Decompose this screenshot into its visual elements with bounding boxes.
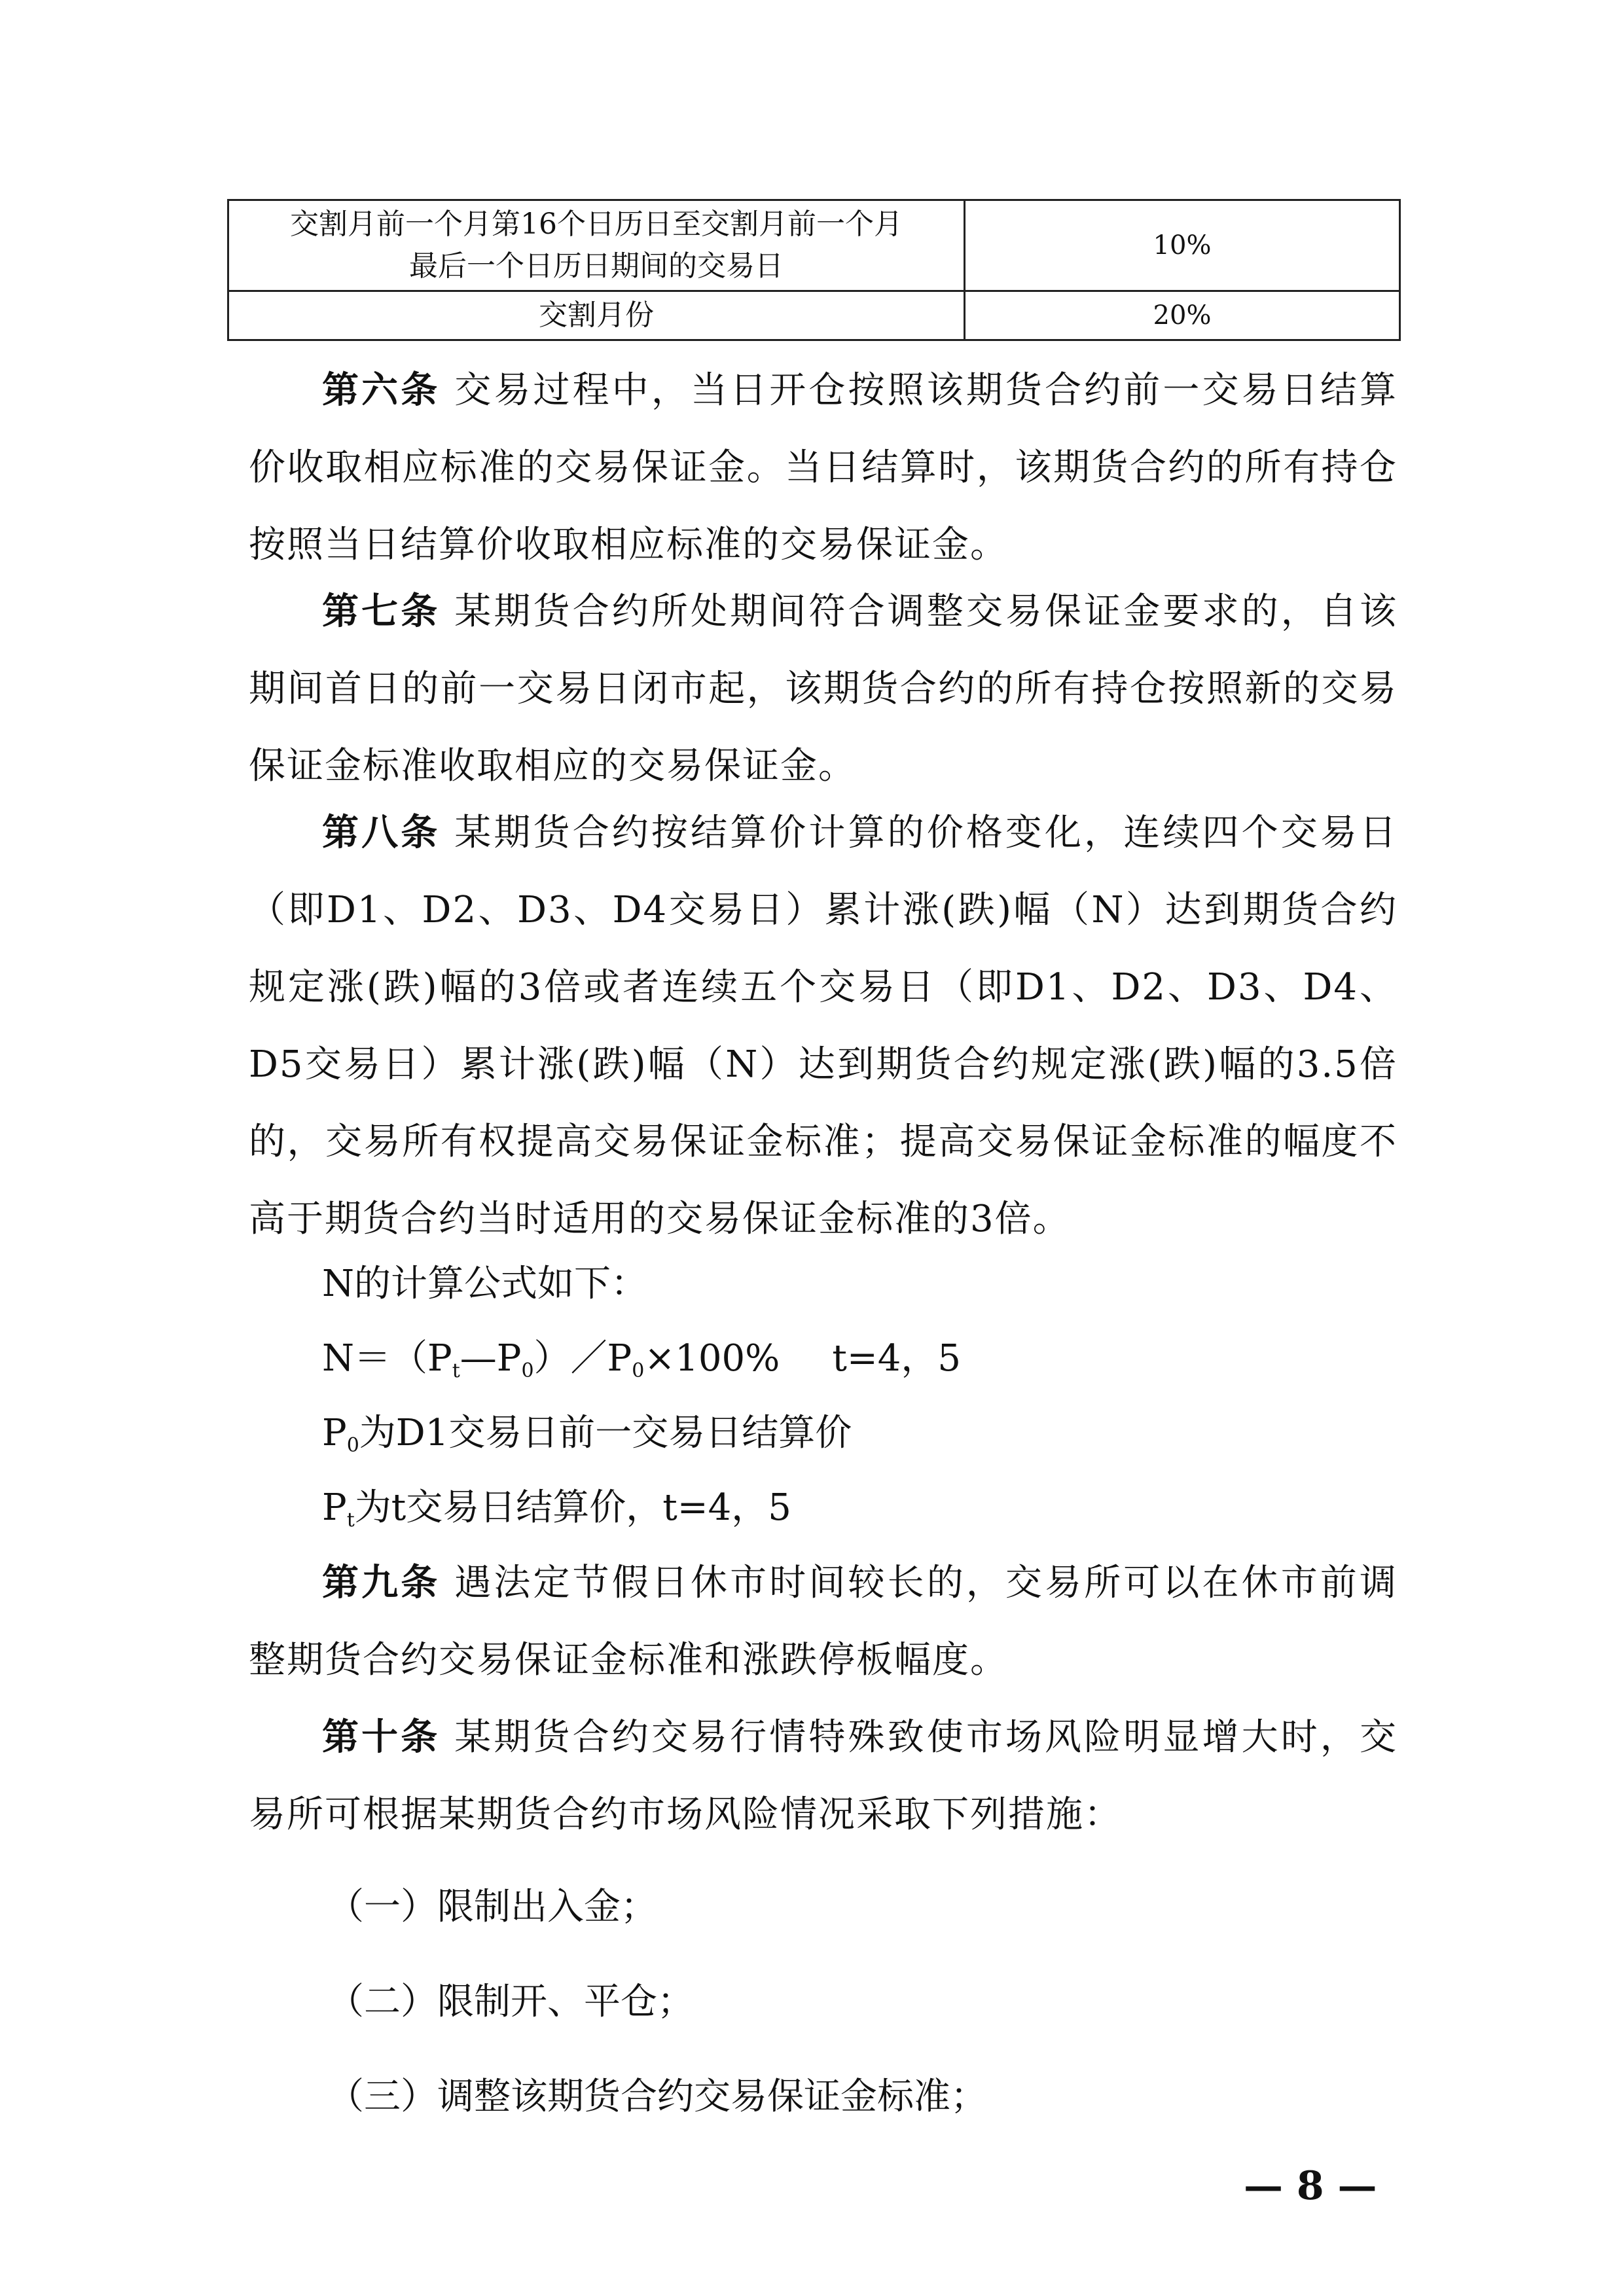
article-7-heading: 第七条 [322,590,441,633]
article-8-heading: 第八条 [322,811,441,854]
article-10 [249,1698,1398,1854]
formula-subscript: t [346,1509,355,1532]
formula-subscript: 0 [521,1359,534,1382]
rate-cell: 20% [965,291,1400,340]
formula-intro: N的计算公式如下： [322,1263,647,1305]
formula-symbol: P [322,1412,347,1454]
table-row [228,200,1400,291]
period-text-line1: 交割月前一个月第16个日历日至交割月前一个月 [290,207,903,241]
margin-schedule-table [227,199,1401,341]
period-text-line2: 最后一个日历日期间的交易日 [409,249,784,283]
table-row [228,291,1400,340]
formula-part: ×100% [644,1337,780,1380]
article-9-heading: 第九条 [322,1561,441,1604]
article-6 [249,351,1398,584]
list-item: （一）限制出入金； [327,1886,657,1928]
formula-subscript: t [452,1359,460,1382]
formula-t-range: t=4，5 [832,1337,962,1380]
list-item: （二）限制开、平仓； [327,1981,694,2023]
period-cell: 交割月份 [228,291,965,340]
formula-part: N＝（P [322,1337,452,1380]
article-8-text: 某期货合约按结算价计算的价格变化，连续四个交易日（即D1、D2、D3、D4交易日）累计涨(跌)幅（N）达到期货合约规定涨(跌)幅的3倍或者连续五个交易日（即D1、D2、D3、D4、D5交易日）累计涨(跌)幅（N）达到期货合约规定涨(跌)幅的3.5倍的，交易所有权提高交易保证金标准；提高交易保证金标准的幅度不高于期货合约当时适用的交易保证金标准的3倍。 [249,812,1398,1240]
formula-symbol: P [322,1486,347,1529]
article-6-heading: 第六条 [322,368,441,412]
article-6-text: 交易过程中，当日开仓按照该期货合约前一交易日结算价收取相应标准的交易保证金。当日结算时，该期货合约的所有持仓按照当日结算价收取相应标准的交易保证金。 [249,369,1398,566]
list-item: （三）调整该期货合约交易保证金标准； [327,2075,987,2118]
formula-definition-text: 为t交易日结算价，t=4，5 [354,1486,791,1529]
article-9-text: 遇法定节假日休市时间较长的，交易所可以在休市前调整期货合约交易保证金标准和涨跌停板幅度。 [249,1562,1398,1681]
article-9 [249,1544,1398,1699]
article-10-text: 某期货合约交易行情特殊致使市场风险明显增大时，交易所可根据某期货合约市场风险情况采取下列措施： [249,1716,1398,1836]
formula-subscript: 0 [632,1359,645,1382]
article-10-heading: 第十条 [322,1715,441,1759]
article-7-text: 某期货合约所处期间符合调整交易保证金要求的，自该期间首日的前一交易日闭市起，该期货合约的所有持仓按照新的交易保证金标准收取相应的交易保证金。 [249,590,1398,787]
article-7 [249,573,1398,805]
period-cell [228,200,965,291]
formula-definition-text: 为D1交易日前一交易日结算价 [359,1412,852,1454]
rate-cell: 10% [965,200,1400,291]
formula-subscript: 0 [346,1434,359,1457]
page-number: — 8 — [1244,2163,1377,2209]
formula-part: ）／P [533,1337,632,1380]
formula-part: —P [460,1337,522,1380]
article-8 [249,794,1398,1258]
